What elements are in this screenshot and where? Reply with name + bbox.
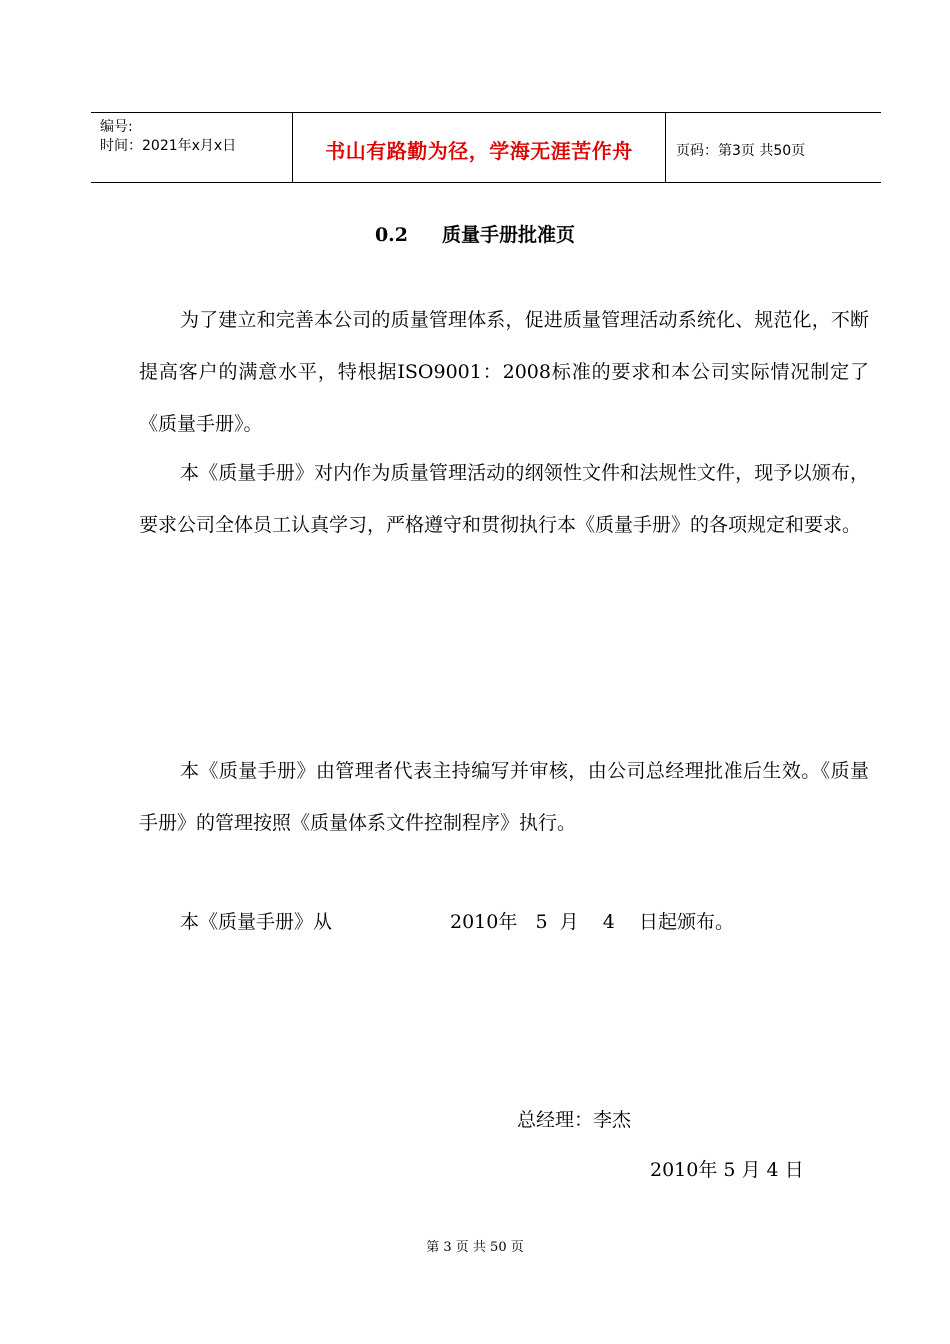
header-info-cell: [91, 113, 293, 182]
page-code: 页码：第3页 共50页: [676, 143, 806, 159]
section-title: 质量手册批准页: [442, 224, 576, 246]
paragraph-issuance: 本《质量手册》对内作为质量管理活动的纲领性文件和法规性文件，现予以颁布，要求公司全体员工认真学习，严格遵守和贯彻执行本《质量手册》的各项规定和要求。: [139, 462, 869, 536]
motto-text: 书山有路勤为径，学海无涯苦作舟: [325, 139, 633, 163]
page-footer: 第 3 页 共 50 页: [426, 1240, 524, 1255]
issue-prefix: 本《质量手册》从: [180, 911, 333, 933]
section-number: 0.2: [374, 224, 409, 246]
time-label: 时间：2021年x月x日: [100, 138, 237, 154]
header-motto-cell: [293, 113, 666, 182]
header-page-cell: [666, 113, 881, 182]
page-header: [91, 112, 881, 183]
paragraph-approval: 本《质量手册》由管理者代表主持编写并审核，由公司总经理批准后生效。《质量手册》的管理按照《质量体系文件控制程序》执行。: [139, 760, 869, 834]
signature-role: 总经理：李杰: [517, 1109, 632, 1131]
paragraph-purpose: 为了建立和完善本公司的质量管理体系，促进质量管理活动系统化、规范化，不断提高客户的满意水平，特根据ISO9001：2008标准的要求和本公司实际情况制定了《质量手册》。: [139, 309, 869, 435]
issue-date: 2010年 5 月 4 日起颁布。: [450, 911, 735, 933]
signature-date: 2010年 5 月 4 日: [650, 1159, 804, 1181]
code-label: 编号:: [100, 119, 133, 135]
page-title: [0, 220, 950, 247]
